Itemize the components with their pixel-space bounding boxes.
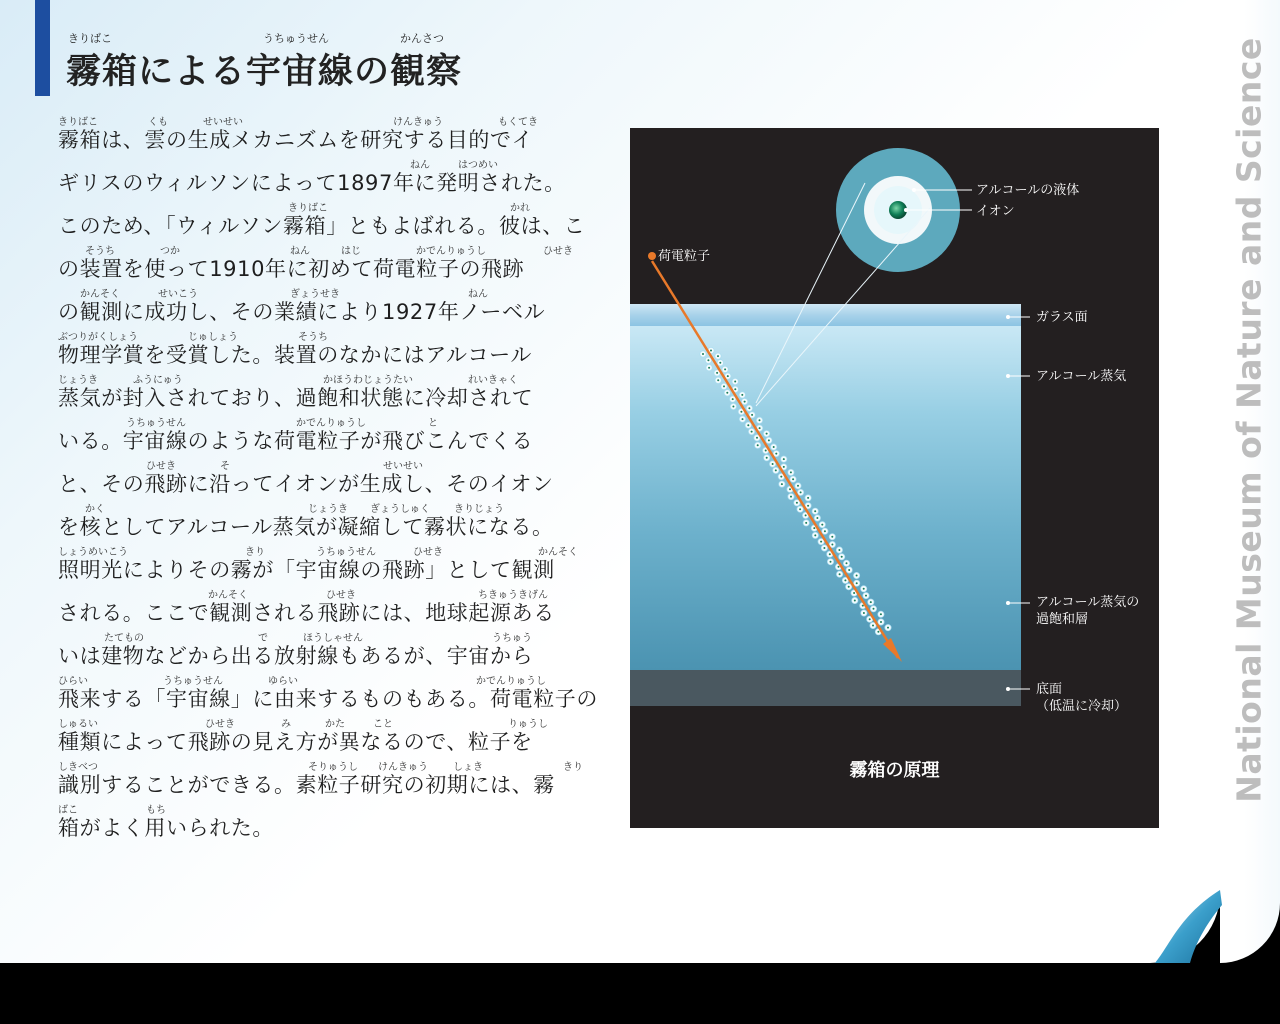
diagram-caption: 霧箱の原理 (849, 760, 940, 781)
ion-dot (751, 431, 753, 433)
text-line (58, 500, 598, 543)
label-ion: イオン (976, 204, 1015, 219)
ion-dot (872, 625, 874, 627)
page-curl (1150, 885, 1225, 965)
body-text (58, 113, 598, 844)
ruby: うちゅうせん (316, 547, 376, 558)
ion-dot (841, 556, 843, 558)
ion-dot (748, 407, 750, 409)
ion-dot (783, 466, 785, 468)
ion-dot (807, 497, 809, 499)
ruby: ほうしゃせん (303, 633, 363, 644)
ion-dot (856, 582, 858, 584)
ion-dot (865, 595, 867, 597)
ruby: そ (220, 461, 230, 472)
ion-dot (848, 586, 850, 588)
text-line (58, 543, 598, 586)
ruby: ひらい (58, 676, 88, 687)
text-line (58, 715, 598, 758)
ion-dot (756, 437, 758, 439)
glass-surface (630, 304, 1021, 326)
title-ruby: きりばこ (68, 32, 112, 45)
ion-dot (848, 569, 850, 571)
label-bottom-1: 底面 (1036, 682, 1063, 697)
ion-dot (734, 381, 736, 383)
ruby: かんそく (538, 547, 578, 558)
ion-dot (783, 458, 785, 460)
ion-dot (813, 527, 815, 529)
ion-dot (862, 605, 864, 607)
ion-dot (824, 530, 826, 532)
ion-dot (727, 375, 729, 377)
ion-dot (789, 488, 791, 490)
ion-dot (831, 536, 833, 538)
ruby: はじ (341, 246, 361, 257)
ruby: もくてき (498, 117, 538, 128)
ion-dot (734, 388, 736, 390)
ion-dot (821, 524, 823, 526)
ion-dot (816, 517, 818, 519)
ion-dot (880, 613, 882, 615)
ruby: かんそく (80, 289, 120, 300)
ion-dot (766, 457, 768, 459)
leader-dot (904, 208, 908, 212)
ruby: ぎょうせき (290, 289, 340, 300)
ruby: もち (146, 805, 166, 816)
ruby: きりばこ (288, 203, 328, 214)
cloud-chamber-diagram (630, 128, 1159, 828)
text-line-content: を核としてアルコール蒸気が凝縮して霧状になる。 (58, 515, 554, 539)
ion-dot (887, 627, 889, 629)
ruby: じょうき (58, 375, 98, 386)
ion-dot (708, 367, 710, 369)
ion-dot (856, 575, 858, 577)
ruby: ねん (410, 160, 430, 171)
label-supersaturated-1: アルコール蒸気の (1036, 595, 1140, 610)
ion-dot (805, 514, 807, 516)
ion-dot (726, 392, 728, 394)
label-supersaturated-2: 過飽和層 (1036, 612, 1089, 627)
ruby: けんきゅう (378, 762, 428, 773)
ruby: れいきゃく (468, 375, 518, 386)
text-line-content: 霧箱は、雲の生成メカニズムを研究する目的でイ (58, 128, 534, 152)
ion-dot (790, 471, 792, 473)
title-ruby: うちゅうせん (263, 32, 329, 45)
text-line (58, 801, 598, 844)
ion-dot (707, 359, 709, 361)
ion-dot (757, 444, 759, 446)
ruby: じょうき (308, 504, 348, 515)
ion-dot (765, 450, 767, 452)
ruby: けんきゅう (393, 117, 443, 128)
ion-dot (710, 350, 712, 352)
ruby: ひせき (413, 547, 443, 558)
ruby: そうち (298, 332, 328, 343)
text-line-content: 蒸気が封入されており、過飽和状態に冷却されて (58, 386, 534, 410)
alcohol-vapor-region (630, 326, 1021, 670)
label-alcohol-liquid: アルコールの液体 (976, 183, 1080, 198)
ion-dot (719, 362, 721, 364)
ruby: しゅるい (58, 719, 98, 730)
ruby: かでんりゅうし (296, 418, 366, 429)
leader-dot (1006, 374, 1010, 378)
ruby: きり (563, 762, 583, 773)
ion-dot (744, 401, 746, 403)
ion-dot (759, 419, 761, 421)
label-charged-particle: 荷電粒子 (658, 249, 711, 264)
ion-dot (732, 398, 734, 400)
ruby: そりゅうし (308, 762, 358, 773)
ion-dot (814, 534, 816, 536)
text-line-content: いる。宇宙線のような荷電粒子が飛びこんでくる (58, 429, 534, 453)
ruby: せいせい (383, 461, 423, 472)
ion-dot (781, 483, 783, 485)
ruby: ふうにゅう (133, 375, 183, 386)
ion-dot (814, 510, 816, 512)
ion-dot (780, 476, 782, 478)
text-line-content: 識別することができる。素粒子研究の初期には、霧 (58, 773, 555, 797)
ruby: かんそく (208, 590, 248, 601)
ruby: じゅしょう (188, 332, 238, 343)
text-line (58, 457, 598, 500)
ion-dot (772, 463, 774, 465)
ruby: ぎょうしゅく (370, 504, 430, 515)
text-line-content: 箱がよく用いられた。 (58, 816, 274, 840)
bottom-plate (630, 670, 1021, 706)
ruby: ゆらい (268, 676, 298, 687)
ruby: かほうわじょうたい (323, 375, 413, 386)
ion-dot (870, 601, 872, 603)
ion-dot (797, 485, 799, 487)
ion-dot (846, 562, 848, 564)
text-line (58, 758, 598, 801)
ruby: うちゅう (492, 633, 532, 644)
page-curl-fold (1155, 890, 1222, 963)
ion-dot (823, 547, 825, 549)
ion-dot (775, 453, 777, 455)
leader-dot (912, 188, 916, 192)
ion-dot (800, 491, 802, 493)
ruby: ちきゅうきげん (478, 590, 548, 601)
ruby: きりじょう (454, 504, 504, 515)
ion-dot (880, 621, 882, 623)
ruby: くも (148, 117, 168, 128)
ion-dot (766, 433, 768, 435)
ruby: きり (245, 547, 265, 558)
text-line-content: いは建物などから出る放射線もあるが、宇宙から (58, 644, 534, 668)
text-line-content: と、その飛跡に沿ってイオンが生成し、そのイオン (58, 472, 554, 496)
text-line-content: 種類によって飛跡の見え方が異なるので、粒子を (58, 730, 533, 754)
text-line (58, 285, 598, 328)
ion-dot (741, 394, 743, 396)
ion-dot (747, 424, 749, 426)
ruby: かでんりゅうし (476, 676, 546, 687)
ion-dot (775, 469, 777, 471)
cloud-chamber-illustration (630, 128, 1159, 828)
side-banner-text: National Museum of Nature and Science (1229, 37, 1269, 803)
text-line (58, 672, 598, 715)
ion-dot (702, 353, 704, 355)
title-accent-bar (35, 0, 50, 96)
text-line (58, 199, 598, 242)
ruby: せいせい (203, 117, 243, 128)
ruby: で (258, 633, 268, 644)
ion-dot (799, 508, 801, 510)
ruby: み (281, 719, 291, 730)
ruby: うちゅうせん (163, 676, 223, 687)
ruby: かた (325, 719, 345, 730)
ion-dot (839, 573, 841, 575)
ruby: つか (160, 246, 180, 257)
ruby: こと (373, 719, 393, 730)
ruby: たてもの (104, 633, 144, 644)
page-title: 霧箱による宇宙線の観察 (66, 52, 463, 92)
label-alcohol-vapor: アルコール蒸気 (1036, 369, 1127, 384)
ion-dot (773, 446, 775, 448)
ion-dot (829, 553, 831, 555)
ruby: ひせき (146, 461, 176, 472)
ruby: ねん (290, 246, 310, 257)
ion-dot (863, 612, 865, 614)
particle-source-dot (648, 252, 656, 260)
ion-dot (740, 411, 742, 413)
ion-dot (768, 439, 770, 441)
ruby: かく (85, 504, 105, 515)
text-line (58, 113, 598, 156)
ion-dot (854, 600, 856, 602)
ion-dot (877, 631, 879, 633)
ruby: ねん (468, 289, 488, 300)
text-line (58, 586, 598, 629)
ion-dot (820, 541, 822, 543)
ion-dot (723, 385, 725, 387)
ruby: ばこ (58, 805, 78, 816)
leader-dot (1006, 315, 1010, 319)
ion-dot (724, 368, 726, 370)
ruby: ぶつりがくしょう (58, 332, 138, 343)
ruby: せいこう (158, 289, 198, 300)
ion-dot (805, 522, 807, 524)
ruby: ひせき (326, 590, 356, 601)
ion-dot (751, 414, 753, 416)
ruby: きりばこ (58, 117, 98, 128)
ion-dot (732, 406, 734, 408)
ruby: りゅうし (508, 719, 548, 730)
ion-dot (844, 579, 846, 581)
text-line (58, 156, 598, 199)
text-line (58, 629, 598, 672)
text-line (58, 328, 598, 371)
text-line-content: の観測に成功し、その業績により1927年ノーベル (58, 300, 546, 324)
ruby: ひせき (205, 719, 235, 730)
ruby: しきべつ (58, 762, 98, 773)
ion-dot (838, 549, 840, 551)
ion-dot (831, 544, 833, 546)
ion-dot (873, 608, 875, 610)
ion-dot (838, 566, 840, 568)
ion-dot (716, 372, 718, 374)
ion-dot (790, 496, 792, 498)
text-line-content: このため、「ウィルソン霧箱」ともよばれる。彼は、こ (58, 214, 586, 238)
text-line-content: ギリスのウィルソンによって1897年に発明された。 (58, 171, 566, 195)
ruby: しょき (453, 762, 483, 773)
ruby: かれ (510, 203, 530, 214)
text-line (58, 371, 598, 414)
ion-dot (869, 618, 871, 620)
ruby: と (428, 418, 438, 429)
leader-dot (1006, 687, 1010, 691)
ion-dot (717, 379, 719, 381)
text-line-content: の装置を使って1910年に初めて荷電粒子の飛跡 (58, 257, 525, 281)
ruby: はつめい (458, 160, 498, 171)
ion-dot (830, 561, 832, 563)
text-line-content: 物理学賞を受賞した。装置のなかにはアルコール (58, 343, 532, 367)
ruby: ひせき (543, 246, 573, 257)
ion-dot (853, 592, 855, 594)
ruby: うちゅうせん (126, 418, 186, 429)
ion-dot (796, 502, 798, 504)
ion-dot (742, 418, 744, 420)
ion-dot (863, 588, 865, 590)
label-glass-surface: ガラス面 (1036, 310, 1088, 325)
text-line (58, 242, 598, 285)
text-line (58, 414, 598, 457)
ion-dot (717, 355, 719, 357)
leader-dot (1006, 601, 1010, 605)
ion-dot (792, 478, 794, 480)
ruby: しょうめいこう (58, 547, 128, 558)
text-line-content: 照明光によりその霧が「宇宙線の飛跡」として観測 (58, 558, 555, 582)
label-bottom-2: （低温に冷却） (1036, 699, 1128, 714)
title-ruby: かんさつ (400, 32, 444, 45)
ion-dot (759, 427, 761, 429)
ruby: かでんりゅうし (416, 246, 486, 257)
text-line-content: 飛来する「宇宙線」に由来するものもある。荷電粒子の (58, 687, 598, 711)
text-line-content: される。ここで観測される飛跡には、地球起源ある (58, 601, 555, 625)
ion-dot (807, 505, 809, 507)
ruby: そうち (85, 246, 115, 257)
